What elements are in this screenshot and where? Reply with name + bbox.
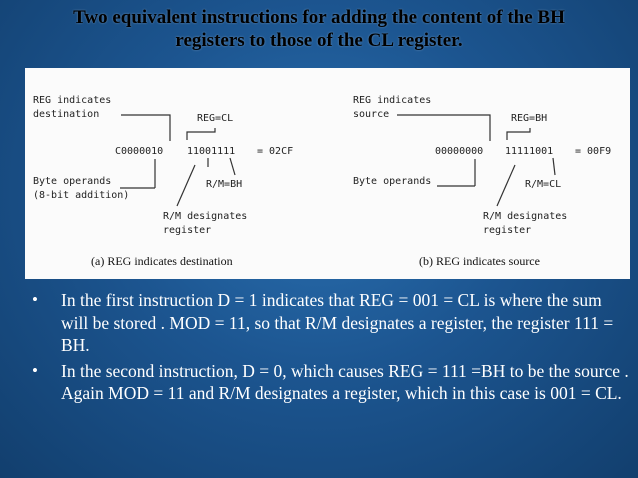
a-byte2: 11001111	[187, 146, 236, 157]
b-hex: = 00F9	[575, 146, 612, 157]
b-designate-line	[497, 165, 515, 206]
bullet-text-2: In the second instruction, D = 0, which causes REG = 111 =BH to be the source . Again MOD = 11 and R/M designates a register, which in this case is 001 = CL.	[61, 360, 629, 403]
bullet-list	[30, 289, 630, 408]
b-rm-line	[553, 158, 555, 175]
a-hex: = 02CF	[257, 146, 294, 157]
b-caption: (b) REG indicates source	[419, 254, 540, 268]
b-reg-indicates: REG indicates	[353, 95, 432, 106]
bullet-text-1: In the first instruction D = 1 indicates that REG = 001 = CL is where the sum will be stored . MOD = 11, so that R/M designates a register, the register 111 = BH.	[61, 290, 614, 355]
a-byte-operands: Byte operands	[33, 176, 112, 187]
bullet-item	[30, 360, 630, 405]
panel-a	[33, 95, 293, 268]
b-rm-designates: R/M designates	[483, 211, 568, 222]
a-reg-bracket	[187, 128, 215, 140]
a-register: register	[163, 225, 212, 236]
a-rm-line	[230, 158, 235, 175]
b-byte1: 00000000	[435, 146, 484, 157]
b-source: source	[353, 109, 390, 120]
a-reg-eq: REG=CL	[197, 113, 234, 124]
bullet-dot: •	[32, 360, 38, 380]
a-arrow-destination	[121, 115, 170, 141]
panel-b	[353, 95, 611, 268]
a-destination: destination	[33, 109, 100, 120]
b-reg-bracket	[507, 128, 530, 140]
b-rm-eq: R/M=CL	[525, 179, 562, 190]
a-designate-line	[177, 165, 195, 206]
title-line-1: Two equivalent instructions for adding the content of the BH	[73, 7, 565, 28]
b-byte2: 11111001	[505, 146, 554, 157]
b-arrow-source	[397, 115, 490, 141]
bullet-item	[30, 289, 630, 357]
a-reg-indicates: REG indicates	[33, 95, 112, 106]
slide-title	[0, 6, 638, 52]
b-reg-eq: REG=BH	[511, 113, 548, 124]
b-register: register	[483, 225, 532, 236]
title-line-2: registers to those of the CL register.	[175, 30, 463, 51]
a-eight-bit: (8-bit addition)	[33, 190, 130, 201]
bullet-dot: •	[32, 290, 38, 309]
a-caption: (a) REG indicates destination	[91, 254, 233, 268]
a-rm-eq: R/M=BH	[206, 179, 243, 190]
a-rm-designates: R/M designates	[163, 211, 248, 222]
b-byte-operands: Byte operands	[353, 176, 432, 187]
instruction-encoding-figure	[25, 68, 630, 279]
encoding-diagram	[25, 68, 630, 279]
a-byte1: C0000010	[115, 146, 164, 157]
